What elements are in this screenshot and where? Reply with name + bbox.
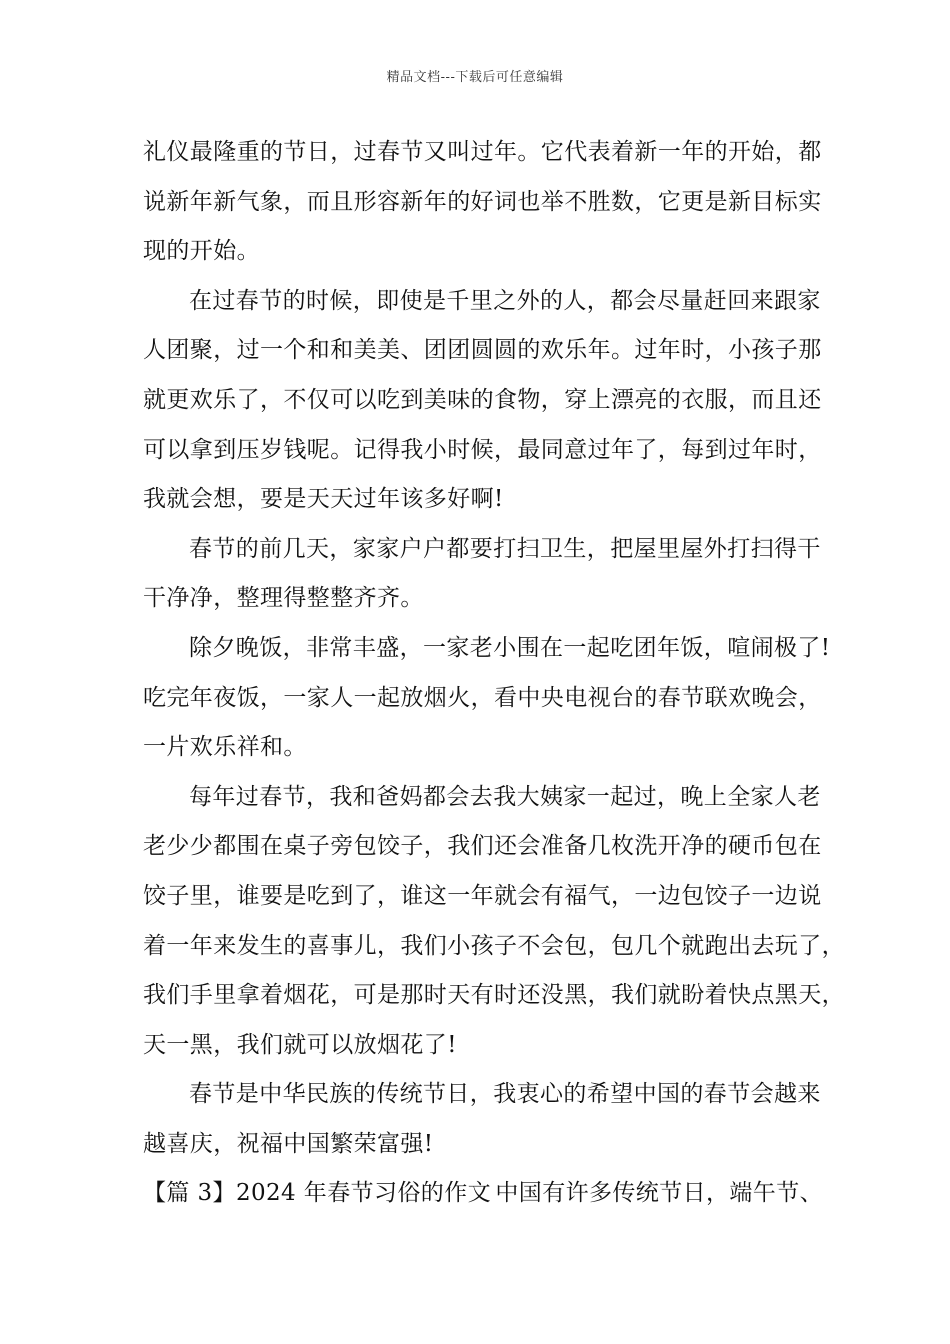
paragraph (143, 1070, 823, 1169)
text-line: 吃完年夜饭，一家人一起放烟火，看中央电视台的春节联欢晚会， (143, 684, 822, 711)
text-line: 礼仪最隆重的节日，过春节又叫过年。它代表着新一年的开始，都 (143, 139, 822, 165)
text-line: 我们手里拿着烟花，可是那时天有时还没黑，我们就盼着快点黑天， (143, 982, 845, 1009)
section-title: 【篇 3】2024 年春节习俗的作文 (143, 1180, 491, 1207)
text-line: 春节是中华民族的传统节日，我衷心的希望中国的春节会越来 (189, 1081, 821, 1108)
section-intro-text: 中国有许多传统节日，端午节、 (495, 1180, 823, 1207)
text-line: 着一年来发生的喜事儿，我们小孩子不会包，包几个就跑出去玩了， (143, 932, 845, 959)
text-line: 可以拿到压岁钱呢。记得我小时候，最同意过年了，每到过年时， (143, 436, 822, 463)
text-line: 在过春节的时候，即使是千里之外的人，都会尽量赶回来跟家 (189, 287, 821, 314)
paragraph (143, 525, 823, 624)
document-body (143, 128, 845, 1219)
text-line: 我就会想，要是天天过年该多好啊! (143, 486, 504, 513)
text-line: 天一黑，我们就可以放烟花了! (143, 1031, 457, 1058)
text-line: 就更欢乐了，不仅可以吃到美味的食物，穿上漂亮的衣服，而且还 (143, 386, 822, 413)
text-line: 饺子里，谁要是吃到了，谁这一年就会有福气，一边包饺子一边说 (143, 882, 822, 909)
paragraph (143, 624, 831, 773)
paragraph (143, 277, 823, 525)
page-header: 精品文档---下载后可任意编辑 (386, 70, 564, 85)
text-line: 人团聚，过一个和和美美、团团圆圆的欢乐年。过年时，小孩子那 (143, 337, 822, 364)
text-line: 越喜庆，祝福中国繁荣富强! (143, 1130, 434, 1157)
text-line: 干净净，整理得整整齐齐。 (143, 585, 424, 612)
paragraph (143, 128, 823, 277)
paragraph (143, 773, 845, 1071)
text-line: 老少少都围在桌子旁包饺子，我们还会准备几枚洗开净的硬币包在 (143, 833, 822, 860)
text-line: 说新年新气象，而且形容新年的好词也举不胜数，它更是新目标实 (143, 188, 822, 215)
text-line: 一片欢乐祥和。 (143, 734, 307, 761)
text-line: 除夕晚饭，非常丰盛，一家老小围在一起吃团年饭，喧闹极了! (189, 634, 831, 661)
text-line: 春节的前几天，家家户户都要打扫卫生，把屋里屋外打扫得干 (189, 535, 821, 562)
text-line: 现的开始。 (143, 238, 260, 265)
section-heading-line (143, 1169, 823, 1219)
text-line: 每年过春节，我和爸妈都会去我大姨家一起过，晚上全家人老 (189, 783, 821, 810)
